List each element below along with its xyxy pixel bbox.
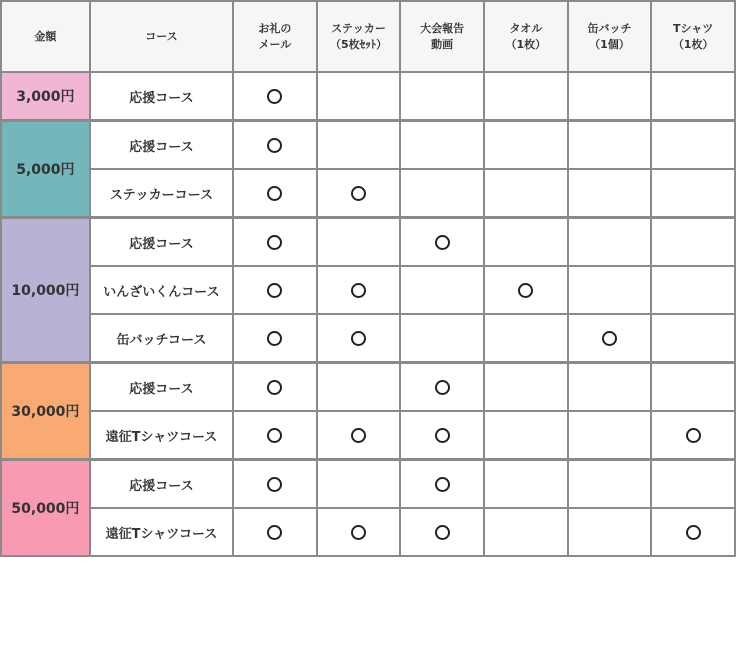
table-row bbox=[1, 169, 735, 218]
amount-cell: 10,000円 bbox=[1, 218, 90, 363]
reward-cell bbox=[568, 363, 652, 412]
reward-cell bbox=[651, 314, 735, 363]
reward-cell bbox=[484, 363, 568, 412]
course-name-cell: 応援コース bbox=[90, 218, 233, 267]
reward-cell bbox=[651, 72, 735, 121]
included-mark-icon bbox=[267, 138, 282, 153]
course-name-cell: 遠征Tシャツコース bbox=[90, 508, 233, 556]
included-mark-icon bbox=[602, 331, 617, 346]
reward-cell bbox=[233, 460, 317, 509]
table-row bbox=[1, 121, 735, 170]
reward-cell bbox=[651, 411, 735, 460]
reward-cell bbox=[317, 314, 401, 363]
included-mark-icon bbox=[267, 235, 282, 250]
reward-cell bbox=[651, 218, 735, 267]
reward-cell bbox=[317, 266, 401, 314]
reward-cell bbox=[484, 72, 568, 121]
reward-cell bbox=[317, 508, 401, 556]
reward-cell bbox=[568, 314, 652, 363]
reward-cell bbox=[233, 508, 317, 556]
included-mark-icon bbox=[351, 283, 366, 298]
reward-cell bbox=[484, 411, 568, 460]
header-tshirt: Tシャツ （1枚） bbox=[651, 1, 735, 72]
included-mark-icon bbox=[267, 283, 282, 298]
course-name-cell: 応援コース bbox=[90, 72, 233, 121]
course-name-cell: 応援コース bbox=[90, 460, 233, 509]
reward-cell bbox=[400, 314, 484, 363]
amount-cell: 50,000円 bbox=[1, 460, 90, 557]
reward-cell bbox=[651, 121, 735, 170]
included-mark-icon bbox=[267, 186, 282, 201]
reward-cell bbox=[484, 460, 568, 509]
reward-cell bbox=[317, 72, 401, 121]
reward-cell bbox=[317, 363, 401, 412]
course-name-cell: 遠征Tシャツコース bbox=[90, 411, 233, 460]
included-mark-icon bbox=[351, 186, 366, 201]
included-mark-icon bbox=[351, 331, 366, 346]
course-name-cell: 缶バッチコース bbox=[90, 314, 233, 363]
included-mark-icon bbox=[435, 477, 450, 492]
included-mark-icon bbox=[518, 283, 533, 298]
included-mark-icon bbox=[351, 428, 366, 443]
included-mark-icon bbox=[267, 477, 282, 492]
header-sticker: ステッカー （5枚ｾｯﾄ） bbox=[317, 1, 401, 72]
reward-cell bbox=[484, 121, 568, 170]
reward-cell bbox=[484, 218, 568, 267]
reward-cell bbox=[651, 169, 735, 218]
reward-cell bbox=[317, 411, 401, 460]
reward-cell bbox=[568, 218, 652, 267]
reward-cell bbox=[400, 411, 484, 460]
reward-cell bbox=[233, 266, 317, 314]
reward-cell bbox=[317, 121, 401, 170]
header-towel: タオル （1枚） bbox=[484, 1, 568, 72]
reward-cell bbox=[484, 508, 568, 556]
reward-cell bbox=[317, 218, 401, 267]
reward-cell bbox=[484, 169, 568, 218]
course-name-cell: ステッカーコース bbox=[90, 169, 233, 218]
included-mark-icon bbox=[351, 525, 366, 540]
reward-cell bbox=[233, 411, 317, 460]
reward-cell bbox=[233, 121, 317, 170]
reward-cell bbox=[317, 460, 401, 509]
amount-cell: 5,000円 bbox=[1, 121, 90, 218]
reward-cell bbox=[568, 411, 652, 460]
reward-cell bbox=[651, 508, 735, 556]
header-email: お礼の メール bbox=[233, 1, 317, 72]
header-amount: 金額 bbox=[1, 1, 90, 72]
reward-cell bbox=[233, 314, 317, 363]
reward-cell bbox=[568, 169, 652, 218]
reward-cell bbox=[651, 266, 735, 314]
course-name-cell: 応援コース bbox=[90, 363, 233, 412]
table-row bbox=[1, 218, 735, 267]
reward-cell bbox=[233, 72, 317, 121]
included-mark-icon bbox=[435, 428, 450, 443]
amount-cell: 30,000円 bbox=[1, 363, 90, 460]
table-row bbox=[1, 411, 735, 460]
reward-cell bbox=[233, 363, 317, 412]
reward-cell bbox=[568, 72, 652, 121]
reward-cell bbox=[400, 363, 484, 412]
reward-cell bbox=[568, 508, 652, 556]
reward-cell bbox=[568, 121, 652, 170]
header-row bbox=[1, 1, 735, 72]
reward-cell bbox=[400, 169, 484, 218]
reward-cell bbox=[233, 218, 317, 267]
table-row bbox=[1, 508, 735, 556]
included-mark-icon bbox=[267, 380, 282, 395]
course-name-cell: 応援コース bbox=[90, 121, 233, 170]
header-course: コース bbox=[90, 1, 233, 72]
included-mark-icon bbox=[267, 428, 282, 443]
included-mark-icon bbox=[267, 89, 282, 104]
included-mark-icon bbox=[686, 525, 701, 540]
reward-cell bbox=[400, 72, 484, 121]
included-mark-icon bbox=[267, 525, 282, 540]
included-mark-icon bbox=[435, 235, 450, 250]
reward-cell bbox=[568, 266, 652, 314]
header-can-badge: 缶バッチ （1個） bbox=[568, 1, 652, 72]
reward-cell bbox=[400, 460, 484, 509]
included-mark-icon bbox=[435, 525, 450, 540]
reward-cell bbox=[317, 169, 401, 218]
table-row bbox=[1, 72, 735, 121]
reward-cell bbox=[568, 460, 652, 509]
course-name-cell: いんざいくんコース bbox=[90, 266, 233, 314]
header-report-video: 大会報告 動画 bbox=[400, 1, 484, 72]
included-mark-icon bbox=[686, 428, 701, 443]
included-mark-icon bbox=[267, 331, 282, 346]
reward-cell bbox=[484, 266, 568, 314]
table-row bbox=[1, 314, 735, 363]
table-row bbox=[1, 266, 735, 314]
reward-cell bbox=[400, 508, 484, 556]
table-row bbox=[1, 363, 735, 412]
included-mark-icon bbox=[435, 380, 450, 395]
reward-cell bbox=[400, 266, 484, 314]
reward-cell bbox=[233, 169, 317, 218]
reward-cell bbox=[400, 218, 484, 267]
reward-cell bbox=[400, 121, 484, 170]
reward-cell bbox=[651, 363, 735, 412]
table-row bbox=[1, 460, 735, 509]
reward-cell bbox=[484, 314, 568, 363]
amount-cell: 3,000円 bbox=[1, 72, 90, 121]
reward-cell bbox=[651, 460, 735, 509]
